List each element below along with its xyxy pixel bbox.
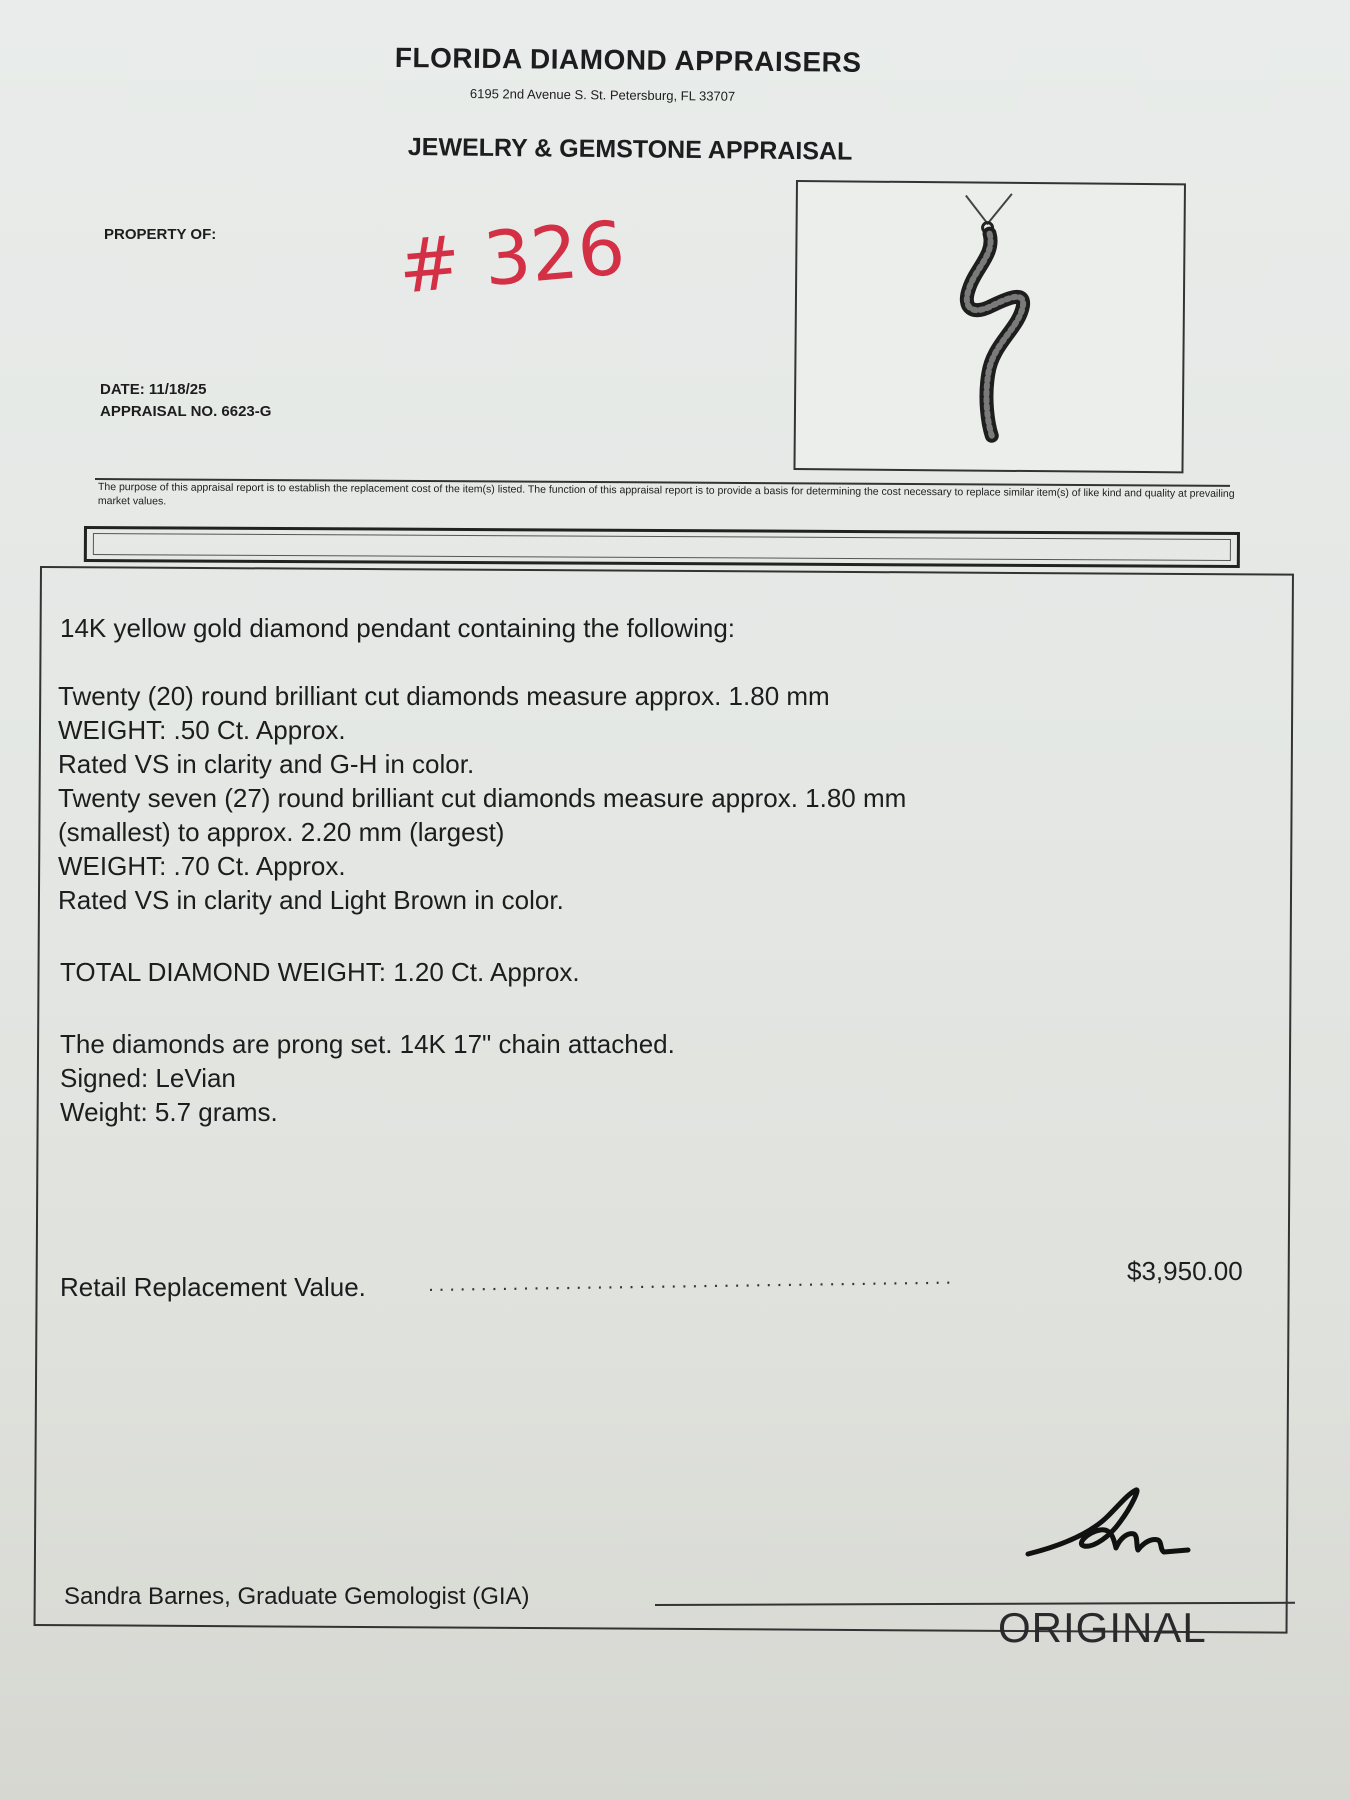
detail-line: Signed: LeVian — [60, 1063, 236, 1093]
chain-lines — [966, 193, 1012, 223]
description-line: (smallest) to approx. 2.20 mm (largest) — [58, 817, 505, 847]
company-name: FLORIDA DIAMOND APPRAISERS — [394, 42, 862, 78]
dot-leader: .................................................. — [428, 1266, 957, 1296]
replacement-value-amount: $3,950.00 — [1127, 1256, 1243, 1286]
description-line: Rated VS in clarity and G-H in color. — [58, 749, 475, 779]
company-address: 6195 2nd Avenue S. St. Petersburg, FL 33707 — [469, 86, 736, 104]
replacement-value-label: Retail Replacement Value. — [60, 1272, 366, 1302]
header-banner-box — [84, 526, 1240, 568]
detail-line: Weight: 5.7 grams. — [60, 1097, 278, 1127]
detail-line: The diamonds are prong set. 14K 17" chain attached. — [60, 1029, 675, 1059]
pendant-photo — [793, 180, 1186, 473]
description-line: Twenty (20) round brilliant cut diamonds measure approx. 1.80 mm — [58, 681, 830, 711]
total-diamond-weight: TOTAL DIAMOND WEIGHT: 1.20 Ct. Approx. — [60, 957, 580, 987]
pendant-illustration — [795, 182, 1183, 471]
description-line: WEIGHT: .70 Ct. Approx. — [58, 851, 346, 881]
banner-inner-border — [93, 533, 1231, 561]
description-line: Twenty seven (27) round brilliant cut diamonds measure approx. 1.80 mm — [58, 783, 907, 813]
purpose-statement: The purpose of this appraisal report is to establish the replacement cost of the item(s) listed. The function of this appraisal report is to provide a basis for determining the cost necessary to replace similar item(s) of like kind and quality at prevailing market values. — [97, 480, 1235, 508]
item-intro: 14K yellow gold diamond pendant containing the following: — [60, 613, 736, 643]
document-title: JEWELRY & GEMSTONE APPRAISAL — [407, 133, 853, 166]
handwritten-item-number: # 326 — [395, 205, 629, 311]
appraisal-number: APPRAISAL NO. 6623-G — [100, 403, 272, 420]
signature-mark — [1020, 1476, 1210, 1576]
description-line: WEIGHT: .50 Ct. Approx. — [58, 715, 346, 745]
property-of-label: PROPERTY OF: — [104, 226, 217, 243]
appraiser-name: Sandra Barnes, Graduate Gemologist (GIA) — [64, 1583, 530, 1610]
pendant-body — [966, 233, 1024, 435]
appraisal-date: DATE: 11/18/25 — [100, 381, 207, 398]
description-line: Rated VS in clarity and Light Brown in color. — [58, 885, 564, 915]
original-stamp: ORIGINAL — [998, 1604, 1207, 1651]
